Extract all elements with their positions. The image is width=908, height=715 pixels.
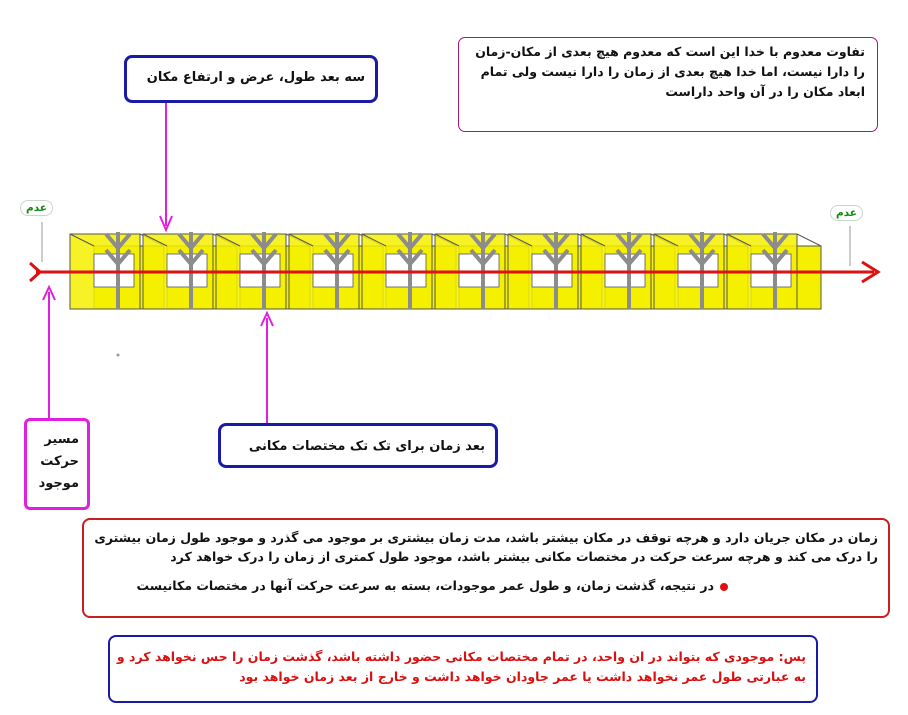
- final-statement: پس: موجودی که بتواند در ان واحد، در تمام مختصات مکانی حضور داشته باشد، گذشت زمان را حس نخواهد کرد و به عبارتی طول عمر نخواهد داشت یا عمر جاودان خواهد داشت و خارج از بعد زمان خواهد بود: [116, 649, 806, 684]
- void-label-left: عدم: [20, 200, 53, 216]
- conclusion-box: [82, 518, 890, 618]
- path-label-box: [24, 418, 90, 510]
- space-time-note: تفاوت معدوم با خدا این است که معدوم هیچ بعدی از مکان-زمان را دارا نیست، اما خدا هیچ بعدی از زمان را دارا نیست ولی تمام ابعاد مکان را در آن واحد داراست: [475, 44, 865, 99]
- stray-dot: [117, 354, 120, 357]
- bullet-dot-icon: [720, 583, 728, 591]
- conclusion-bullet: در نتیجه، گذشت زمان، و طول عمر موجودات، بسته به سرعت حرکت آنها در مختصات مکانیست: [136, 578, 714, 593]
- movement-arrow-tail: [30, 263, 40, 281]
- void-label-right: عدم: [830, 205, 863, 221]
- time-dimension-label-box: [218, 423, 498, 468]
- path-label: مسیر حرکت موجود: [38, 432, 79, 491]
- final-statement-box: [108, 635, 818, 703]
- dimensions-label-box: [124, 55, 378, 103]
- cube-edge: [797, 234, 821, 246]
- time-dimension-label: بعد زمان برای تک تک مختصات مکانی: [248, 439, 485, 454]
- space-time-note-box: [458, 37, 878, 132]
- dimensions-label: سه بعد طول، عرض و ارتفاع مکان: [146, 70, 365, 85]
- conclusion-text: زمان در مکان جریان دارد و هرچه توقف در مکان بیشتر باشد، مدت زمان بیشتری بر موجود می گذرد و موجود طول زمان بیشتری را درک می کند و هرچه سرعت حرکت در مختصات مکانی بیشتر باشد، موجود طول کمتری از زمان را درک خواهد کرد: [94, 530, 878, 564]
- conclusion-bullet-row: [94, 576, 878, 595]
